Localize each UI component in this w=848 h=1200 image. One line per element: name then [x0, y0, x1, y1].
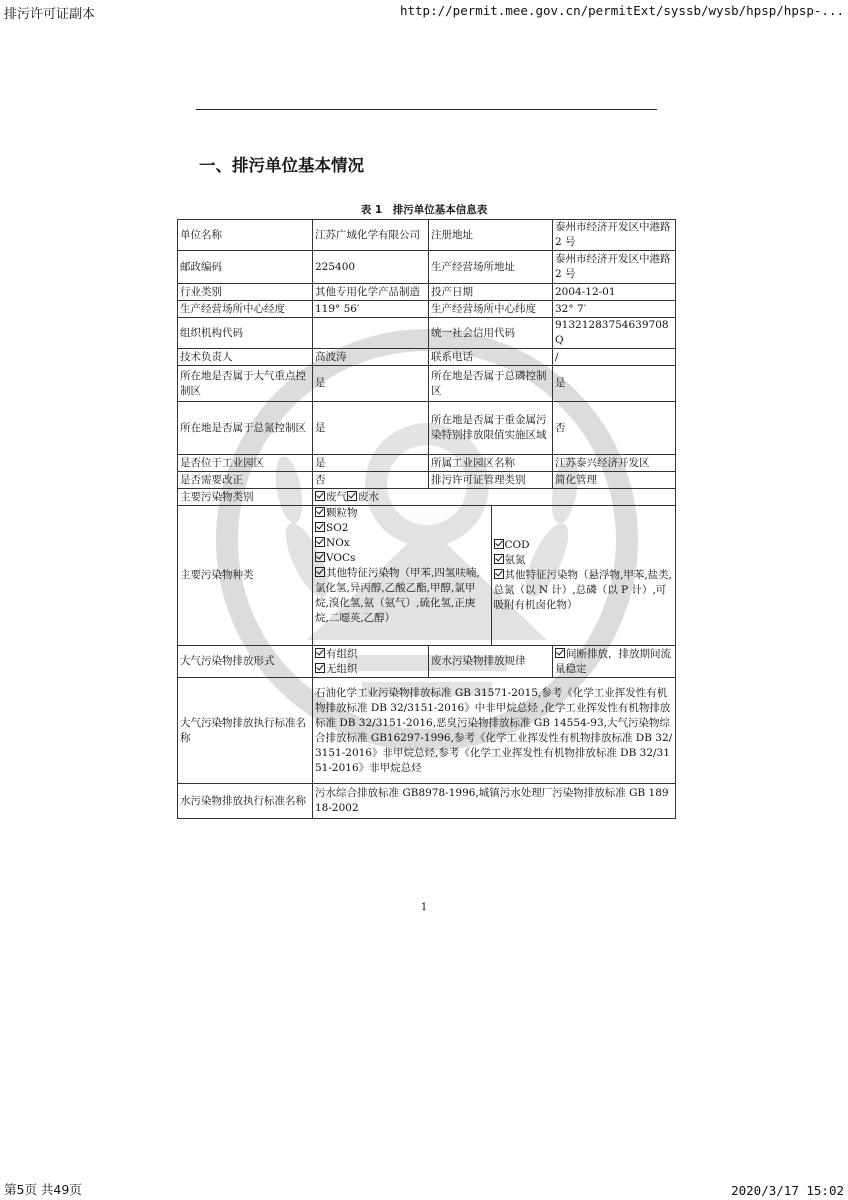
cell-value-air-standard: 石油化学工业污染物排放标准 GB 31571-2015,参考《化学工业挥发性有机物排放标准 DB 32/3151-2016》中非甲烷总烃 ,化学工业挥发性有机物排放标准 DB 32/3151-2016,恶臭污染物排放标准 GB 14554-93,大气污染物综合排放标准 GB16297-1996,参考《化学工业挥发性有机物排放标准 DB 32/3151-2016》非甲烷总烃,参考《化学工业挥发性有机物排放标准 DB 32/3151-2016》非甲烷总烃: [313, 678, 676, 784]
cell-value-org-code: [313, 318, 429, 349]
cell-label-phone: 联系电话: [429, 349, 553, 366]
checkbox-checked-icon: [315, 663, 325, 673]
cell-value-air-emission-form: [313, 646, 429, 678]
table-row: [178, 366, 676, 402]
air-pollutant-list: [313, 506, 491, 645]
checkbox-checked-icon: [315, 648, 325, 658]
cell-value-registered-address: 泰州市经济开发区中港路 2 号: [553, 220, 676, 251]
cell-label-industry: 行业类别: [178, 284, 313, 301]
checkbox-checked-icon: [494, 569, 504, 579]
water-item: 其他特征污染物（悬浮物,甲苯,盐类,总氮（以 N 计）,总磷（以 P 计）,可吸附有机卤化物）: [493, 569, 673, 611]
air-item: 颗粒物: [315, 506, 489, 521]
option-waste-water: 废水: [358, 490, 379, 503]
checkbox-checked-icon: [315, 537, 325, 547]
cell-value-longitude: 119° 56′: [313, 301, 429, 318]
air-item: 其他特征污染物（甲苯,四氢呋喃,氯化氢,异丙醇,乙酸乙酯,甲醇,氯甲烷,溴化氢,氨（氨气）,硫化氢,正庚烷,二噁英,乙醇）: [315, 567, 480, 624]
checkbox-checked-icon: [315, 522, 325, 532]
cell-label-site-address: 生产经营场所地址: [429, 251, 553, 284]
footer-page-count: 第5页 共49页: [4, 1182, 82, 1197]
browser-header-title: 排污许可证副本: [4, 7, 96, 22]
page-number: 1: [420, 902, 428, 913]
cell-value-pollutant-category: [313, 489, 676, 506]
cell-value-start-date: 2004-12-01: [553, 284, 676, 301]
cell-value-site-address: 泰州市经济开发区中港路 2 号: [553, 251, 676, 284]
cell-value-phosphorus-zone: 是: [553, 366, 676, 402]
cell-value-air-control-zone: 是: [313, 366, 429, 402]
table-row: [178, 349, 676, 366]
browser-header-url: http://permit.mee.gov.cn/permitExt/syssb/wysb/hpsp/hpsp-...: [399, 3, 844, 18]
cell-value-unit-name: 江苏广域化学有限公司: [313, 220, 429, 251]
air-item: SO2: [315, 521, 489, 536]
cell-value-pollutant-types: [313, 506, 676, 646]
cell-value-phone: /: [553, 349, 676, 366]
footer-datetime: 2020/3/17 15:02: [731, 1183, 844, 1198]
table-row: [178, 455, 676, 472]
checkbox-checked-icon: [555, 648, 565, 658]
cell-label-nitrogen-zone: 所在地是否属于总氮控制区: [178, 402, 313, 455]
table-caption: 表 1 排污单位基本信息表: [360, 204, 488, 216]
cell-label-air-emission-form: 大气污染物排放形式: [178, 646, 313, 678]
cell-label-registered-address: 注册地址: [429, 220, 553, 251]
cell-value-industrial-park: 是: [313, 455, 429, 472]
cell-label-postcode: 邮政编码: [178, 251, 313, 284]
table-row: [178, 251, 676, 284]
cell-value-needs-correction: 否: [313, 472, 429, 489]
cell-label-org-code: 组织机构代码: [178, 318, 313, 349]
table-row: [178, 402, 676, 455]
cell-value-nitrogen-zone: 是: [313, 402, 429, 455]
cell-value-latitude: 32° 7′: [553, 301, 676, 318]
pollutant-unit-info-table: [177, 219, 676, 819]
cell-label-pollutant-category: 主要污染物类别: [178, 489, 313, 506]
cell-value-heavy-metal-zone: 否: [553, 402, 676, 455]
cell-value-credit-code: 91321283754639708Q: [553, 318, 676, 349]
table-row: [178, 472, 676, 489]
cell-label-water-standard: 水污染物排放执行标准名称: [178, 784, 313, 819]
table-row: [178, 301, 676, 318]
cell-value-park-name: 江苏泰兴经济开发区: [553, 455, 676, 472]
checkbox-checked-icon: [315, 507, 325, 517]
cell-label-management-category: 排污许可证管理类别: [429, 472, 553, 489]
cell-label-needs-correction: 是否需要改正: [178, 472, 313, 489]
cell-label-air-standard: 大气污染物排放执行标准名称: [178, 678, 313, 784]
table-row: [178, 489, 676, 506]
table-row: [178, 318, 676, 349]
checkbox-checked-icon: [347, 491, 357, 501]
cell-label-tech-lead: 技术负责人: [178, 349, 313, 366]
cell-label-phosphorus-zone: 所在地是否属于总磷控制区: [429, 366, 553, 402]
cell-value-industry: 其他专用化学产品制造: [313, 284, 429, 301]
cell-label-park-name: 所属工业园区名称: [429, 455, 553, 472]
cell-value-postcode: 225400: [313, 251, 429, 284]
table-row: [178, 646, 676, 678]
checkbox-checked-icon: [315, 552, 325, 562]
cell-label-industrial-park: 是否位于工业园区: [178, 455, 313, 472]
table-row: [178, 220, 676, 251]
air-item: VOCs: [315, 551, 489, 566]
option-organized: 有组织: [326, 647, 358, 660]
checkbox-checked-icon: [315, 567, 325, 577]
cell-label-heavy-metal-zone: 所在地是否属于重金属污染特别排放限值实施区域: [429, 402, 553, 455]
cell-label-longitude: 生产经营场所中心经度: [178, 301, 313, 318]
table-row: [178, 284, 676, 301]
cell-label-water-discharge-pattern: 废水污染物排放规律: [429, 646, 553, 678]
checkbox-checked-icon: [315, 491, 325, 501]
checkbox-checked-icon: [494, 554, 504, 564]
cell-label-pollutant-types: 主要污染物种类: [178, 506, 313, 646]
cell-value-water-discharge-pattern: 间断排放，排放期间流量稳定: [553, 646, 676, 678]
cell-value-management-category: 简化管理: [553, 472, 676, 489]
water-item: COD: [494, 538, 674, 553]
pollutant-types-split: [313, 506, 675, 645]
top-rule: [196, 109, 657, 110]
table-row: [178, 678, 676, 784]
option-waste-gas: 废气: [326, 490, 347, 503]
table-row: [178, 784, 676, 819]
checkbox-checked-icon: [494, 539, 504, 549]
water-pollutant-list: [491, 506, 675, 645]
cell-value-water-standard: 污水综合排放标准 GB8978-1996,城镇污水处理厂污染物排放标准 GB 18918-2002: [313, 784, 676, 819]
option-unorganized: 无组织: [326, 662, 358, 675]
air-item: NOx: [315, 536, 489, 551]
cell-label-credit-code: 统一社会信用代码: [429, 318, 553, 349]
cell-label-start-date: 投产日期: [429, 284, 553, 301]
section-title: 一、排污单位基本情况: [199, 156, 364, 175]
cell-label-unit-name: 单位名称: [178, 220, 313, 251]
cell-label-air-control-zone: 所在地是否属于大气重点控制区: [178, 366, 313, 402]
table-row: [178, 506, 676, 646]
cell-value-tech-lead: 高波涛: [313, 349, 429, 366]
cell-label-latitude: 生产经营场所中心纬度: [429, 301, 553, 318]
water-item: 氨氮: [494, 553, 674, 568]
